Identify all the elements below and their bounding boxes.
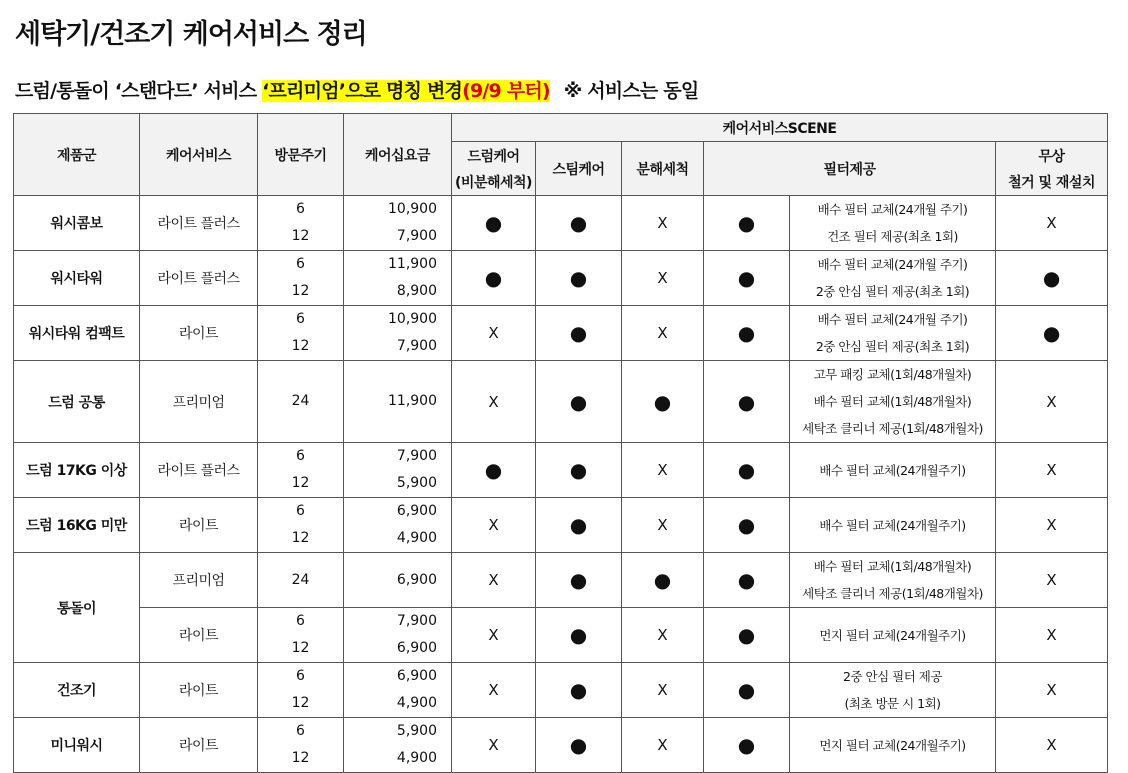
fee-value: 6,900 — [396, 640, 437, 656]
fee-cell — [344, 306, 452, 361]
header-free — [996, 142, 1108, 196]
header-disassembly: 분해세척 — [622, 142, 704, 196]
fee-value: 6,900 — [396, 503, 437, 519]
filter-detail-line: 배수 필터 교체(24개월주기) — [819, 462, 966, 478]
drum-care-cell: X — [452, 361, 536, 443]
drum-care-cell: ● — [452, 443, 536, 498]
fee-value: 11,900 — [388, 393, 437, 409]
product-cell: 드럼 17KG 이상 — [14, 443, 140, 498]
table-row — [14, 663, 1108, 718]
fee-value: 7,900 — [396, 228, 437, 244]
table-row — [14, 443, 1108, 498]
subtitle — [15, 76, 698, 103]
filter-detail-cell — [790, 196, 996, 251]
product-cell: 미니워시 — [14, 718, 140, 773]
fee-value: 7,900 — [396, 613, 437, 629]
cycle-value: 6 — [296, 668, 305, 684]
fee-cell — [344, 251, 452, 306]
page-title: 세탁기/건조기 케어서비스 정리 — [15, 19, 367, 50]
product-cell: 워시콤보 — [14, 196, 140, 251]
filter-mark-cell: ● — [704, 361, 790, 443]
cycle-cell — [258, 361, 344, 443]
free-reinstall-cell: X — [996, 718, 1108, 773]
header-drum-care-label: 드럼케어 — [467, 148, 520, 165]
header-cycle: 방문주기 — [258, 114, 344, 196]
product-cell: 건조기 — [14, 663, 140, 718]
fee-value: 5,900 — [396, 723, 437, 739]
fee-cell — [344, 608, 452, 663]
product-cell: 드럼 16KG 미만 — [14, 498, 140, 553]
cycle-value: 12 — [291, 695, 310, 711]
cycle-cell — [258, 196, 344, 251]
cycle-cell — [258, 443, 344, 498]
fee-cell — [344, 553, 452, 608]
steam-care-cell: ● — [536, 306, 622, 361]
cycle-value: 6 — [296, 723, 305, 739]
service-cell: 라이트 — [140, 498, 258, 553]
cycle-value: 6 — [296, 311, 305, 327]
header-product: 제품군 — [14, 114, 140, 196]
fee-cell — [344, 663, 452, 718]
service-cell: 라이트 — [140, 718, 258, 773]
fee-value: 7,900 — [396, 448, 437, 464]
fee-value: 4,900 — [396, 750, 437, 766]
table-row — [14, 608, 1108, 663]
service-cell: 라이트 — [140, 663, 258, 718]
table-row — [14, 553, 1108, 608]
fee-value: 7,900 — [396, 338, 437, 354]
disassembly-cell: X — [622, 306, 704, 361]
fee-value: 8,900 — [396, 283, 437, 299]
free-reinstall-cell: X — [996, 608, 1108, 663]
disassembly-cell: X — [622, 718, 704, 773]
filter-detail-line: 배수 필터 교체(1회/48개월차) — [813, 559, 972, 574]
disassembly-cell: ● — [622, 361, 704, 443]
cycle-cell — [258, 718, 344, 773]
disassembly-cell: X — [622, 443, 704, 498]
service-cell: 라이트 플러스 — [140, 196, 258, 251]
fee-value: 11,900 — [388, 256, 437, 272]
cycle-value: 12 — [291, 283, 310, 299]
cycle-value: 24 — [291, 393, 310, 409]
disassembly-cell: X — [622, 608, 704, 663]
drum-care-cell: X — [452, 306, 536, 361]
steam-care-cell: ● — [536, 443, 622, 498]
table-row — [14, 306, 1108, 361]
cycle-value: 6 — [296, 448, 305, 464]
steam-care-cell: ● — [536, 498, 622, 553]
drum-care-cell: ● — [452, 251, 536, 306]
cycle-value: 12 — [291, 228, 310, 244]
steam-care-cell: ● — [536, 663, 622, 718]
product-cell: 워시타워 — [14, 251, 140, 306]
fee-cell — [344, 361, 452, 443]
drum-care-cell: X — [452, 608, 536, 663]
header-filter: 필터제공 — [704, 142, 996, 196]
free-reinstall-cell: X — [996, 553, 1108, 608]
drum-care-cell: X — [452, 553, 536, 608]
free-reinstall-cell: X — [996, 498, 1108, 553]
cycle-value: 12 — [291, 475, 310, 491]
steam-care-cell: ● — [536, 196, 622, 251]
fee-value: 10,900 — [388, 311, 437, 327]
header-drum-care — [452, 142, 536, 196]
filter-detail-cell — [790, 498, 996, 553]
cycle-value: 12 — [291, 530, 310, 546]
fee-cell — [344, 498, 452, 553]
subtitle-highlight-text: ‘프리미엄’으로 명칭 변경 — [262, 80, 463, 102]
filter-detail-line: 먼지 필터 교체(24개월주기) — [819, 627, 966, 643]
steam-care-cell: ● — [536, 251, 622, 306]
filter-detail-cell — [790, 443, 996, 498]
filter-detail-line: 2중 안심 필터 제공(최초 1회) — [815, 284, 970, 299]
filter-detail-line: 먼지 필터 교체(24개월주기) — [819, 737, 966, 753]
fee-cell — [344, 718, 452, 773]
free-reinstall-cell: X — [996, 663, 1108, 718]
cycle-cell — [258, 306, 344, 361]
service-cell: 라이트 플러스 — [140, 251, 258, 306]
filter-detail-cell — [790, 306, 996, 361]
filter-detail-line: 배수 필터 교체(24개월주기) — [819, 517, 966, 533]
subtitle-note: ※ 서비스는 동일 — [563, 80, 699, 102]
fee-cell — [344, 443, 452, 498]
filter-detail-line: 2중 안심 필터 제공(최초 1회) — [815, 339, 970, 354]
cycle-value: 12 — [291, 338, 310, 354]
service-cell: 프리미엄 — [140, 553, 258, 608]
cycle-value: 6 — [296, 503, 305, 519]
steam-care-cell: ● — [536, 553, 622, 608]
steam-care-cell: ● — [536, 718, 622, 773]
cycle-cell — [258, 498, 344, 553]
header-service: 케어서비스 — [140, 114, 258, 196]
subtitle-lead: 드럼/통돌이 ‘스탠다드’ 서비스 — [15, 80, 263, 102]
filter-mark-cell: ● — [704, 608, 790, 663]
cycle-cell — [258, 608, 344, 663]
header-fee: 케어십요금 — [344, 114, 452, 196]
cycle-cell — [258, 663, 344, 718]
product-cell: 워시타워 컴팩트 — [14, 306, 140, 361]
steam-care-cell: ● — [536, 608, 622, 663]
header-drum-care-sub: (비분해세척) — [455, 174, 532, 191]
free-reinstall-cell: ● — [996, 306, 1108, 361]
filter-detail-line: 2중 안심 필터 제공 — [843, 669, 942, 684]
filter-detail-line: 배수 필터 교체(24개월 주기) — [817, 257, 968, 272]
filter-detail-line: 세탁조 클리너 제공(1회/48개월차) — [802, 586, 983, 601]
subtitle-highlight — [262, 80, 550, 102]
fee-value: 4,900 — [396, 530, 437, 546]
fee-value: 5,900 — [396, 475, 437, 491]
filter-mark-cell: ● — [704, 553, 790, 608]
filter-detail-line: 배수 필터 교체(24개월 주기) — [817, 202, 968, 217]
header-free-sub: 철거 및 재설치 — [1008, 174, 1095, 191]
filter-detail-line: 세탁조 클리너 제공(1회/48개월차) — [802, 421, 983, 436]
product-cell: 통돌이 — [14, 553, 140, 663]
free-reinstall-cell: X — [996, 443, 1108, 498]
free-reinstall-cell: ● — [996, 251, 1108, 306]
cycle-value: 24 — [291, 571, 310, 588]
fee-value: 6,900 — [396, 571, 437, 588]
filter-mark-cell: ● — [704, 718, 790, 773]
header-free-label: 무상 — [1038, 148, 1065, 165]
service-cell: 라이트 플러스 — [140, 443, 258, 498]
filter-detail-line: (최초 방문 시 1회) — [844, 696, 941, 711]
disassembly-cell: X — [622, 663, 704, 718]
filter-mark-cell: ● — [704, 306, 790, 361]
table-body — [14, 196, 1108, 773]
fee-value: 4,900 — [396, 695, 437, 711]
drum-care-cell: ● — [452, 196, 536, 251]
table-row — [14, 718, 1108, 773]
header-scene: 케어서비스SCENE — [452, 114, 1108, 142]
fee-cell — [344, 196, 452, 251]
drum-care-cell: X — [452, 663, 536, 718]
subtitle-date: (9/9 부터) — [462, 80, 550, 102]
cycle-value: 6 — [296, 613, 305, 629]
free-reinstall-cell: X — [996, 196, 1108, 251]
table-row — [14, 361, 1108, 443]
fee-value: 10,900 — [388, 201, 437, 217]
filter-mark-cell: ● — [704, 196, 790, 251]
table-row — [14, 251, 1108, 306]
filter-detail-cell — [790, 361, 996, 443]
product-cell: 드럼 공통 — [14, 361, 140, 443]
drum-care-cell: X — [452, 718, 536, 773]
header-steam-care: 스팀케어 — [536, 142, 622, 196]
disassembly-cell: X — [622, 498, 704, 553]
filter-detail-line: 고무 패킹 교체(1회/48개월차) — [813, 367, 972, 382]
filter-detail-line: 배수 필터 교체(24개월 주기) — [817, 312, 968, 327]
filter-detail-cell — [790, 718, 996, 773]
cycle-value: 12 — [291, 640, 310, 656]
filter-detail-line: 건조 필터 제공(최초 1회) — [827, 229, 958, 244]
service-cell: 라이트 — [140, 608, 258, 663]
filter-detail-cell — [790, 553, 996, 608]
table-row — [14, 196, 1108, 251]
disassembly-cell: ● — [622, 553, 704, 608]
cycle-cell — [258, 553, 344, 608]
filter-detail-cell — [790, 663, 996, 718]
cycle-value: 6 — [296, 256, 305, 272]
filter-mark-cell: ● — [704, 443, 790, 498]
service-cell: 프리미엄 — [140, 361, 258, 443]
filter-detail-cell — [790, 251, 996, 306]
cycle-cell — [258, 251, 344, 306]
service-cell: 라이트 — [140, 306, 258, 361]
disassembly-cell: X — [622, 196, 704, 251]
cycle-value: 12 — [291, 750, 310, 766]
table-row — [14, 498, 1108, 553]
drum-care-cell: X — [452, 498, 536, 553]
filter-detail-line: 배수 필터 교체(1회/48개월차) — [813, 394, 972, 409]
fee-value: 6,900 — [396, 668, 437, 684]
steam-care-cell: ● — [536, 361, 622, 443]
filter-mark-cell: ● — [704, 498, 790, 553]
filter-detail-cell — [790, 608, 996, 663]
filter-mark-cell: ● — [704, 663, 790, 718]
disassembly-cell: X — [622, 251, 704, 306]
care-service-table — [13, 113, 1108, 773]
cycle-value: 6 — [296, 201, 305, 217]
free-reinstall-cell: X — [996, 361, 1108, 443]
filter-mark-cell: ● — [704, 251, 790, 306]
